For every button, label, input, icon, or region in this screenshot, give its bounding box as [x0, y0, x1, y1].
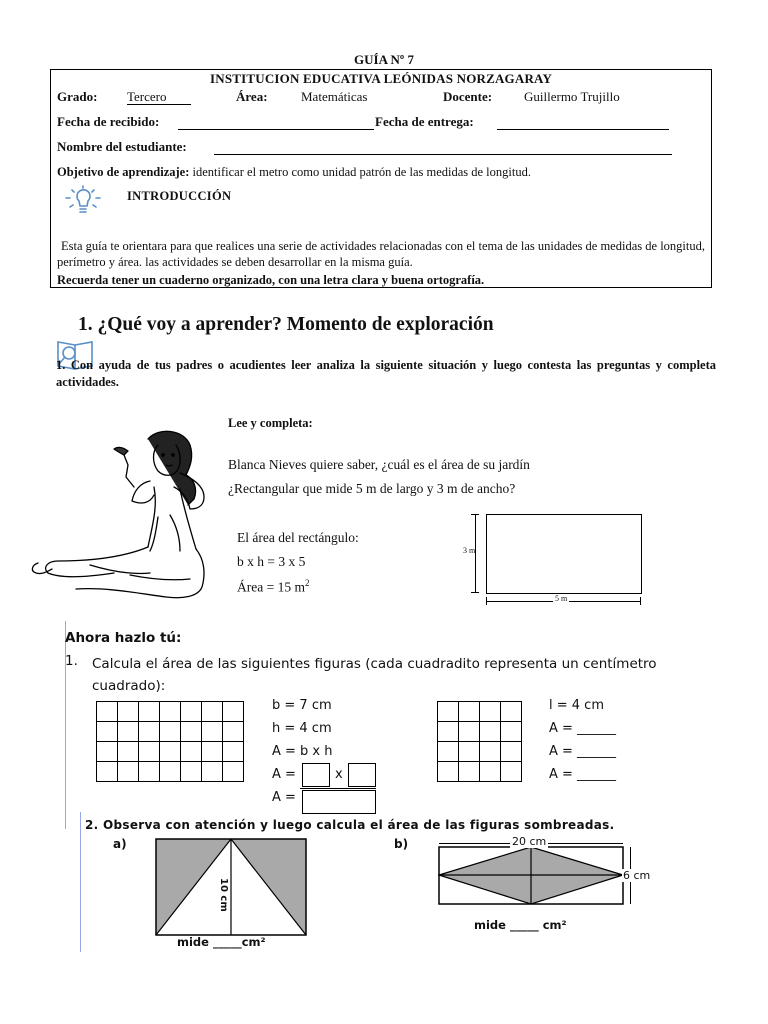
grid-cell [118, 742, 139, 762]
story-line-2: ¿Rectangular que mide 5 m de largo y 3 m de ancho? [228, 481, 516, 496]
lightbulb-icon [61, 184, 105, 220]
height-label: 3 m [463, 546, 476, 555]
grid-cell [202, 722, 223, 742]
figure-b-width-label: 20 cm [512, 835, 547, 848]
width-label: 5 m [555, 594, 568, 603]
grid-cell [160, 742, 181, 762]
snow-white-illustration [30, 425, 215, 610]
fig1-base: b = 7 cm [272, 698, 332, 713]
docente-label: Docente: [443, 89, 493, 104]
practice-item-text: Calcula el área de las siguientes figuras (cada cuadradito representa un centímetro cuadrado): [92, 656, 657, 694]
grid-cell [438, 762, 459, 782]
garden-rectangle [486, 514, 642, 594]
area-explanation-title: El área del rectángulo: [237, 530, 359, 545]
grid-cell [97, 702, 118, 722]
grid-row [438, 702, 522, 722]
grid-row [97, 722, 244, 742]
area-value: Matemáticas [301, 89, 368, 104]
grid-cell [223, 742, 244, 762]
grid-cell [97, 722, 118, 742]
grid-cell [459, 702, 480, 722]
grid-cell [223, 722, 244, 742]
exercise2-text: 2. Observa con atención y luego calcula el área de las figuras sombreadas. [85, 818, 615, 832]
grid-cell [118, 762, 139, 782]
grid-cell [181, 702, 202, 722]
intro-reminder: Recuerda tener un cuaderno organizado, con una letra clara y buena ortografía. [57, 273, 485, 287]
figure-b-answer[interactable]: mide _____ cm² [474, 918, 567, 932]
grid-cell [160, 702, 181, 722]
grid-cell [118, 722, 139, 742]
fecha-entrega-line[interactable] [497, 129, 669, 130]
area-formula: b x h = 3 x 5 [237, 554, 306, 569]
fecha-recibido-label: Fecha de recibido: [57, 114, 160, 129]
grid-rectangle-7x4 [96, 701, 244, 782]
width-tick-left [486, 597, 487, 605]
area-result [237, 578, 309, 596]
grid-cell [501, 742, 522, 762]
grid-cell [480, 762, 501, 782]
figure-a-height-label: 10 cm [218, 878, 229, 912]
grid-cell [181, 722, 202, 742]
grid-row [438, 762, 522, 782]
grid-square-4x4 [437, 701, 522, 782]
figure-b-height-label: 6 cm [623, 869, 651, 882]
fig1-equals-bar [300, 788, 376, 789]
institution-name: INSTITUCION EDUCATIVA LEÓNIDAS NORZAGARAY [209, 71, 553, 86]
grid-row [97, 742, 244, 762]
width-tick-right [640, 597, 641, 605]
height-tick-top [471, 514, 479, 515]
grid-cell [480, 742, 501, 762]
grid-cell [459, 722, 480, 742]
fig1-factor1-box[interactable] [302, 763, 330, 787]
nombre-label: Nombre del estudiante: [57, 139, 187, 154]
grid-cell [202, 742, 223, 762]
grid-cell [501, 702, 522, 722]
fig1-times: x [335, 767, 343, 782]
fecha-entrega-label: Fecha de entrega: [375, 114, 474, 129]
fig2-answer-3[interactable]: A = ______ [549, 767, 617, 782]
fig1-answer-prefix: A = [272, 767, 296, 782]
grid-cell [501, 722, 522, 742]
grado-label: Grado: [57, 89, 98, 104]
grid-cell [97, 742, 118, 762]
margin-line-2 [80, 812, 81, 952]
objetivo-text: identificar el metro como unidad patrón de las medidas de longitud. [192, 165, 531, 179]
practice-item-number: 1. [65, 653, 78, 669]
figure-a-label: a) [113, 837, 127, 851]
intro-text: Esta guía te orientara para que realices una serie de actividades relacionadas con el tema de las unidades de medidas de longitud, perímetro y área. las actividades se deben desarrollar en la misma guía. [57, 239, 705, 269]
figure-a-shaded-triangles [155, 838, 307, 936]
grid-cell [501, 762, 522, 782]
section-instruction: 1. Con ayuda de tus padres o acudientes leer analiza la siguiente situación y luego contesta las preguntas y completa actividades. [56, 358, 716, 389]
grid-cell [139, 702, 160, 722]
practice-heading: Ahora hazlo tú: [65, 630, 182, 646]
grid-row [438, 742, 522, 762]
grid-cell [118, 702, 139, 722]
grid-cell [181, 762, 202, 782]
grid-cell [139, 742, 160, 762]
area-label: Área: [236, 89, 268, 104]
area-result-text: Área = 15 m [237, 579, 305, 595]
grid-cell [223, 762, 244, 782]
fig2-answer-1[interactable]: A = ______ [549, 721, 617, 736]
grid-row [97, 762, 244, 782]
objetivo-row [57, 165, 531, 180]
grid-cell [438, 742, 459, 762]
grid-cell [160, 762, 181, 782]
figure-b-shaded-rhombus [438, 843, 624, 908]
grid-cell [438, 722, 459, 742]
grid-cell [160, 722, 181, 742]
fig1-height: h = 4 cm [272, 721, 332, 736]
height-tick-bottom [471, 592, 479, 593]
nombre-line[interactable] [214, 154, 672, 155]
fig2-answer-2[interactable]: A = ______ [549, 744, 617, 759]
fig1-result-prefix: A = [272, 790, 296, 805]
grid-cell [459, 742, 480, 762]
grid-cell [202, 702, 223, 722]
grid-cell [459, 762, 480, 782]
grid-cell [480, 702, 501, 722]
story-line-1: Blanca Nieves quiere saber, ¿cuál es el área de su jardín [228, 457, 530, 472]
fig2-side: l = 4 cm [549, 698, 604, 713]
section-title: 1. ¿Qué voy a aprender? Momento de exploración [78, 314, 494, 335]
grid-cell [139, 762, 160, 782]
grid-cell [139, 722, 160, 742]
fig1-factor2-box[interactable] [348, 763, 376, 787]
grid-cell [202, 762, 223, 782]
fig1-formula: A = b x h [272, 744, 333, 759]
figure-b-label: b) [394, 837, 409, 851]
header-box [50, 69, 712, 288]
grid-cell [438, 702, 459, 722]
story-heading: Lee y completa: [228, 416, 313, 430]
grid-cell [223, 702, 244, 722]
area-result-superscript: 2 [304, 578, 310, 588]
docente-value: Guillermo Trujillo [524, 89, 620, 104]
fig1-result-box[interactable] [302, 790, 376, 814]
objetivo-label: Objetivo de aprendizaje: [57, 165, 190, 179]
grid-cell [97, 762, 118, 782]
grid-row [438, 722, 522, 742]
figure-a-answer[interactable]: mide _____cm² [177, 935, 266, 949]
grid-cell [181, 742, 202, 762]
intro-title: INTRODUCCIÓN [127, 189, 232, 203]
grado-value: Tercero [127, 89, 191, 105]
fecha-recibido-line[interactable] [178, 129, 374, 130]
grid-row [97, 702, 244, 722]
grid-cell [480, 722, 501, 742]
guide-title: GUÍA Nº 7 [354, 52, 414, 67]
